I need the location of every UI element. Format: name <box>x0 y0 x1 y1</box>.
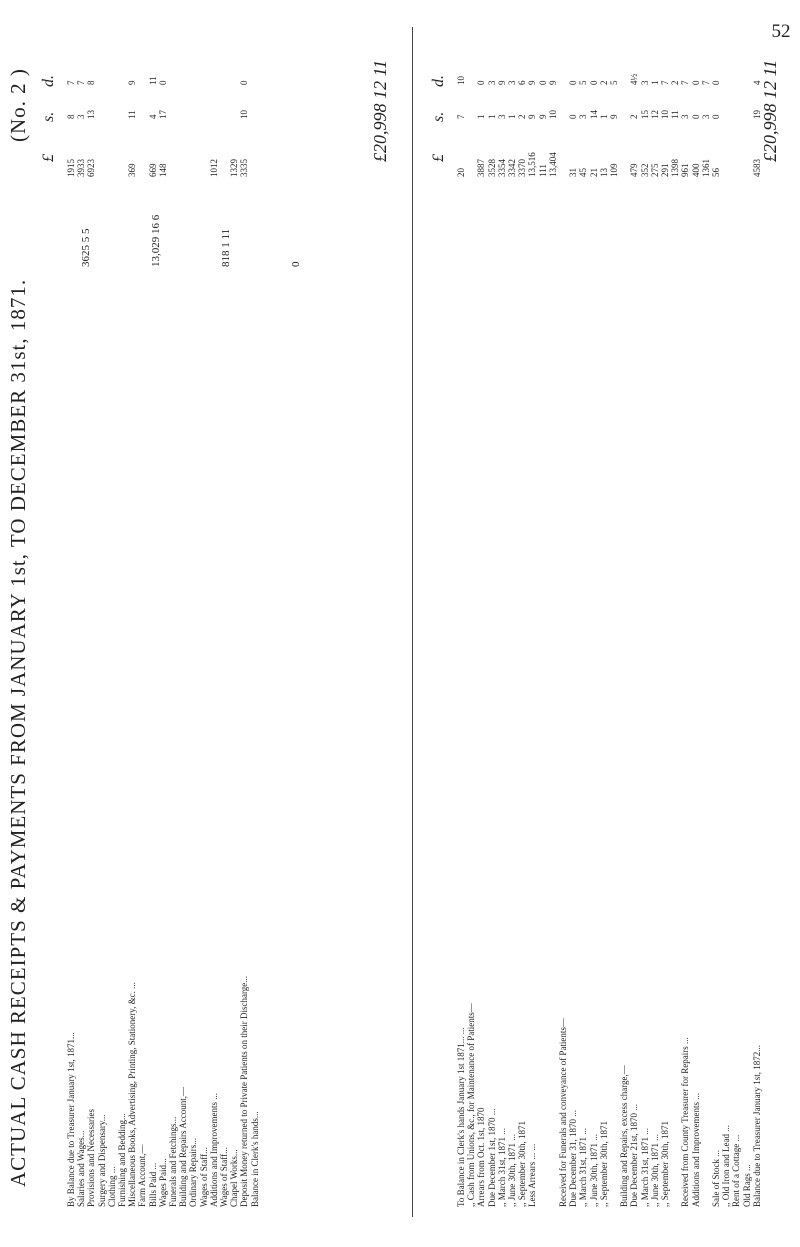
receipts-row-shillings: 11 <box>670 110 681 119</box>
payments-row <box>188 0 198 1247</box>
payments-summary-amount: 0 <box>290 261 302 267</box>
receipts-row-shillings: 0 <box>711 114 721 119</box>
receipts-row <box>538 0 548 1247</box>
receipts-row-pence: 2 <box>598 80 609 85</box>
receipts-row-pounds: 4583 <box>751 159 762 177</box>
payments-row-shillings: 11 <box>127 110 138 119</box>
payments-row <box>148 0 158 1247</box>
payments-row-text: Ordinary Repairs... <box>188 1138 199 1207</box>
receipts-row-pounds: 400 <box>690 163 701 177</box>
payments-row <box>76 0 86 1247</box>
payments-row <box>199 0 209 1247</box>
receipts-row-pence: 0 <box>476 80 487 85</box>
receipts-row-pence: 10 <box>456 76 466 85</box>
receipts-row-pounds: 3528 <box>486 159 497 177</box>
payments-row-pounds: 1329 <box>229 159 240 177</box>
receipts-row-pence: 2 <box>670 80 681 85</box>
payments-row-text: Clothing ... <box>106 1166 117 1207</box>
receipts-row-pence: 0 <box>537 80 548 85</box>
receipts-row-shillings: 2 <box>629 114 640 119</box>
payments-row <box>219 0 229 1247</box>
receipts-row-pounds: 1398 <box>670 159 681 177</box>
page-title: ACTUAL CASH RECEIPTS & PAYMENTS FROM JANUARY 1st, TO DECEMBER 31st, 1871. <box>6 278 30 1187</box>
receipts-row-pounds: 275 <box>649 163 660 177</box>
receipts-row-pence: 0 <box>568 80 579 85</box>
receipts-row-pence: 5 <box>578 80 589 85</box>
receipts-row-pence: 1 <box>649 80 660 85</box>
receipts-row <box>660 0 670 1247</box>
receipts-row-shillings: 7 <box>456 114 466 119</box>
receipts-row-shillings: 10 <box>660 110 670 119</box>
receipts-row-text: To Balance in Clerk's hands January 1st 1871... ... <box>456 1027 466 1207</box>
payments-summary-amount: 3625 5 5 <box>80 228 92 267</box>
receipts-row <box>568 0 578 1247</box>
page-number-label: (No. 2 ) <box>6 68 30 142</box>
payments-row-text: Wages of Staff... <box>198 1147 209 1207</box>
receipts-row-pence: 7 <box>700 80 711 85</box>
receipts-row-shillings: 15 <box>639 110 650 119</box>
payments-row-shillings: 10 <box>239 110 250 119</box>
receipts-row <box>609 0 619 1247</box>
payments-row-text: Building and Repairs Account,— <box>178 1087 189 1207</box>
receipts-row-pounds: 31 <box>568 168 579 177</box>
receipts-row <box>517 0 527 1247</box>
receipts-row-text: ,, Cash from Unions, &c., for Maintenance of Patients— <box>466 1003 477 1207</box>
receipts-row-pence: 5 <box>609 80 619 85</box>
receipts-row-pounds: 3354 <box>496 159 507 177</box>
receipts-row-text: Balance due to Treasurer January 1st, 1872... <box>751 1045 762 1207</box>
receipts-row-text: Old Rags ... <box>741 1164 752 1207</box>
receipts-row-shillings: 9 <box>527 114 538 119</box>
receipts-row <box>548 0 558 1247</box>
payments-row <box>117 0 127 1247</box>
payments-row-text: Salaries and Wages... <box>76 1130 87 1207</box>
receipts-row <box>558 0 568 1247</box>
payments-row-shillings: 17 <box>157 110 168 119</box>
receipts-row <box>476 0 486 1247</box>
receipts-row-text: ,, September 30th, 1871 <box>598 1121 609 1207</box>
payments-row-text: Surgery and Dispensary... <box>96 1114 107 1207</box>
receipts-row <box>701 0 711 1247</box>
receipts-row-text: Rent of a Cottage ... <box>731 1134 742 1207</box>
payments-row <box>86 0 96 1247</box>
receipts-row-shillings: 3 <box>680 114 691 119</box>
receipts-row <box>578 0 588 1247</box>
receipts-row-shillings: 14 <box>588 110 599 119</box>
payments-pounds-header: £ <box>40 154 57 162</box>
receipts-row-shillings: 9 <box>537 114 548 119</box>
payments-summary-amount: 13,029 16 6 <box>150 214 162 267</box>
receipts-row-pounds: 291 <box>660 163 670 177</box>
payments-row-text: Balance in Clerk's hands... <box>249 1111 260 1207</box>
payments-row-pounds: 3335 <box>239 159 250 177</box>
payments-row-text: Wages Paid... <box>157 1158 168 1207</box>
payments-row-pounds: 669 <box>147 163 158 177</box>
receipts-row-text: Less Arrears ... ... <box>527 1143 538 1207</box>
receipts-row-text: Due December 31, 1870 ... <box>568 1110 579 1207</box>
payments-row <box>229 0 239 1247</box>
receipts-row-shillings: 10 <box>547 110 558 119</box>
receipts-row-pounds: 13 <box>598 168 609 177</box>
receipts-row-pounds: 352 <box>639 163 650 177</box>
receipts-row-shillings: 1 <box>476 114 487 119</box>
payments-row-text: Deposit Money returned to Private Patients on their Discharge... <box>239 975 250 1207</box>
receipts-row <box>711 0 721 1247</box>
payments-row-text: Additions and Improvements ... <box>208 1093 219 1207</box>
receipts-row-shillings: 3 <box>700 114 711 119</box>
receipts-row-text: Due December 21st, 1870 ... <box>629 1104 640 1207</box>
payments-summary-amount: 818 1 11 <box>220 228 232 267</box>
receipts-row-pounds: 13,404 <box>547 152 558 177</box>
receipts-row-text: Due December 1st, 1870 ... <box>486 1108 497 1207</box>
receipts-row <box>466 0 476 1247</box>
receipts-row <box>589 0 599 1247</box>
payments-row <box>137 0 147 1247</box>
section-divider <box>412 27 413 1217</box>
receipts-row-pounds: 45 <box>578 168 589 177</box>
payments-row-pounds: 1915 <box>66 159 76 177</box>
receipts-row-pounds: 3342 <box>507 159 517 177</box>
payments-row-pence: 9 <box>127 80 138 85</box>
payments-row <box>178 0 188 1247</box>
receipts-row-text: Arrears from Oct. 1st, 1870 <box>476 1107 487 1207</box>
receipts-row-shillings: 2 <box>517 114 528 119</box>
receipts-row-text: ,, June 30th, 1871 ... <box>507 1134 517 1207</box>
receipts-row-shillings: 0 <box>690 114 701 119</box>
payments-row-text: Farm Account,— <box>137 1144 148 1207</box>
receipts-row-pence: 9 <box>527 80 538 85</box>
receipts-row-text: ,, Old Iron and Lead ... <box>721 1125 732 1207</box>
receipts-row-pence: 3 <box>639 80 650 85</box>
receipts-row-shillings: 3 <box>578 114 589 119</box>
receipts-row-pence: 7 <box>680 80 691 85</box>
receipts-row-pounds: 961 <box>680 163 691 177</box>
receipts-row-shillings: 1 <box>598 114 609 119</box>
payments-row-pounds: 369 <box>127 163 138 177</box>
payments-row-pounds: 3933 <box>76 159 87 177</box>
receipts-row-shillings: 19 <box>751 110 762 119</box>
payments-row <box>250 0 260 1247</box>
receipts-row <box>629 0 639 1247</box>
receipts-row-shillings: 1 <box>507 114 517 119</box>
receipts-row-shillings: 9 <box>609 114 619 119</box>
receipts-row <box>731 0 741 1247</box>
receipts-row-pounds: 3370 <box>517 159 528 177</box>
payments-row-pounds: 148 <box>157 163 168 177</box>
payments-row-pence: 8 <box>86 80 97 85</box>
receipts-row-shillings: 3 <box>496 114 507 119</box>
receipts-row <box>640 0 650 1247</box>
receipts-row <box>456 0 466 1247</box>
receipts-total: £20,998 12 11 <box>760 59 780 162</box>
receipts-row <box>599 0 609 1247</box>
payments-row-text: Bills Paid ... <box>147 1162 158 1207</box>
receipts-row <box>752 0 762 1247</box>
receipts-row-text: Additions and Improvements ... <box>690 1093 701 1207</box>
receipts-row-pounds: 21 <box>588 168 599 177</box>
receipts-row-text: Building and Repairs, excess charge,— <box>619 1065 630 1207</box>
receipts-pounds-header: £ <box>430 154 447 162</box>
payments-row-text: Chapel Works... <box>229 1149 240 1207</box>
receipts-row-text: Received for Funerals and conveyance of Patients— <box>558 1018 568 1207</box>
receipts-row-pence: 4 <box>751 80 762 85</box>
payments-total: £20,998 12 11 <box>370 59 390 162</box>
payments-row-pence: 7 <box>76 80 87 85</box>
receipts-row-pence: 9 <box>496 80 507 85</box>
receipts-row <box>650 0 660 1247</box>
payments-row <box>239 0 249 1247</box>
receipts-row-pounds: 13,516 <box>527 152 538 177</box>
payments-row-shillings: 8 <box>66 114 76 119</box>
receipts-row-pounds: 1361 <box>700 159 711 177</box>
receipts-row-pence: 0 <box>711 80 721 85</box>
receipts-row-shillings: 0 <box>568 114 579 119</box>
receipts-row-pence: 4½ <box>629 73 640 85</box>
receipts-row-text: Received from County Treasurer for Repairs ... <box>680 1037 691 1207</box>
payments-row-text: Funerals and Fetchings... <box>168 1116 178 1207</box>
payments-row-pounds: 6923 <box>86 159 97 177</box>
receipts-shillings-header: s. <box>430 111 447 122</box>
receipts-row-pence: 9 <box>547 80 558 85</box>
receipts-row-pounds: 111 <box>537 164 548 177</box>
receipts-row <box>619 0 629 1247</box>
receipts-row-text: ,, June 30th, 1871 ... <box>588 1134 599 1207</box>
payments-row-text: Provisions and Necessaries <box>86 1109 97 1207</box>
payments-row-shillings: 13 <box>86 110 97 119</box>
receipts-row <box>721 0 731 1247</box>
folio-number: 52 <box>771 21 791 42</box>
payments-row-pence: 0 <box>157 80 168 85</box>
receipts-row <box>670 0 680 1247</box>
payments-shillings-header: s. <box>40 111 57 122</box>
receipts-row-pounds: 56 <box>711 168 721 177</box>
payments-pence-header: d. <box>40 75 57 87</box>
payments-row-pounds: 1012 <box>208 159 219 177</box>
receipts-row-text: ,, June 30th, 1871 ... <box>649 1134 660 1207</box>
receipts-row-text: ,, March 31st, 1871 ... <box>639 1128 650 1207</box>
payments-row-text: Wages of Staff... <box>219 1147 229 1207</box>
receipts-row <box>527 0 537 1247</box>
receipts-row-pence: 3 <box>507 80 517 85</box>
receipts-section <box>430 0 785 1247</box>
receipts-row <box>507 0 517 1247</box>
receipts-row-pounds: 3887 <box>476 159 487 177</box>
payments-row-shillings: 3 <box>76 114 87 119</box>
payments-row <box>127 0 137 1247</box>
receipts-row-pounds: 479 <box>629 163 640 177</box>
payments-row-pence: 11 <box>147 76 158 85</box>
payments-row <box>168 0 178 1247</box>
payments-row <box>97 0 107 1247</box>
payments-row <box>66 0 76 1247</box>
receipts-row-pence: 3 <box>486 80 497 85</box>
receipts-row-pence: 7 <box>660 80 670 85</box>
payments-section <box>40 0 395 1247</box>
receipts-row-text: ,, September 30th, 1871 <box>517 1121 528 1207</box>
payments-row-text: Furnishing and Bedding... <box>117 1113 127 1207</box>
payments-row-text: Miscellaneous Books, Advertising, Printing, Stationery, &c. ... <box>127 982 138 1207</box>
payments-row <box>209 0 219 1247</box>
receipts-row-pence: 6 <box>517 80 528 85</box>
payments-row <box>107 0 117 1247</box>
receipts-row <box>497 0 507 1247</box>
receipts-row-text: ,, March 31st, 1871 ... <box>496 1128 507 1207</box>
payments-row-shillings: 4 <box>147 114 158 119</box>
receipts-row <box>487 0 497 1247</box>
receipts-pence-header: d. <box>430 75 447 87</box>
payments-row-pence: 7 <box>66 80 76 85</box>
payments-row-text: By Balance due to Treasurer January 1st, 1871... <box>66 1032 76 1207</box>
payments-row <box>158 0 168 1247</box>
receipts-row-text: Sale of Stock ... <box>711 1150 721 1207</box>
receipts-row-pounds: 109 <box>609 163 619 177</box>
receipts-row-pence: 0 <box>690 80 701 85</box>
receipts-row-pounds: 20 <box>456 168 466 177</box>
receipts-row-text: ,, March 31st, 1871 ... <box>578 1128 589 1207</box>
receipts-row <box>742 0 752 1247</box>
receipts-row <box>680 0 690 1247</box>
receipts-row-text: ,, September 30th, 1871 <box>660 1121 670 1207</box>
receipts-row <box>691 0 701 1247</box>
payments-row-pence: 0 <box>239 80 250 85</box>
receipts-row-shillings: 12 <box>649 110 660 119</box>
receipts-row-pence: 0 <box>588 80 599 85</box>
receipts-row-shillings: 1 <box>486 114 497 119</box>
